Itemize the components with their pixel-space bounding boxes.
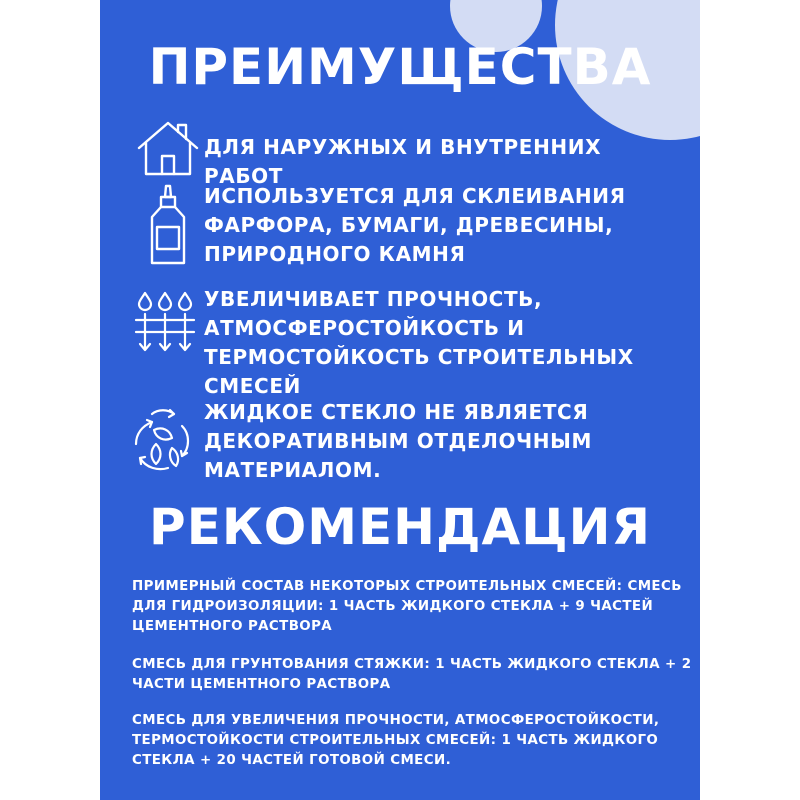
weather-resistance-icon bbox=[134, 290, 196, 354]
recommendation-title: РЕКОМЕНДАЦИЯ bbox=[149, 498, 651, 556]
eco-recycle-icon bbox=[132, 408, 194, 474]
poster-card bbox=[100, 0, 700, 800]
recommendation-paragraph-3: СМЕСЬ ДЛЯ УВЕЛИЧЕНИЯ ПРОЧНОСТИ, АТМОСФЕРОСТОЙКОСТИ, ТЕРМОСТОЙКОСТИ СТРОИТЕЛЬНЫХ СМЕСЕЙ: 1 ЧАСТЬ ЖИДКОГО СТЕКЛА + 20 ЧАСТЕЙ ГОТОВОЙ СМЕСИ. bbox=[132, 713, 660, 768]
house-icon bbox=[136, 120, 200, 178]
advantages-title: ПРЕИМУЩЕСТВА bbox=[148, 38, 652, 96]
feature-text-2: ИСПОЛЬЗУЕТСЯ ДЛЯ СКЛЕИВАНИЯ ФАРФОРА, БУМАГИ, ДРЕВЕСИНЫ, ПРИРОДНОГО КАМНЯ bbox=[204, 184, 626, 266]
glue-bottle-icon bbox=[148, 183, 188, 267]
feature-text-1: ДЛЯ НАРУЖНЫХ И ВНУТРЕННИХ РАБОТ bbox=[204, 135, 602, 188]
recommendation-paragraph-2: СМЕСЬ ДЛЯ ГРУНТОВАНИЯ СТЯЖКИ: 1 ЧАСТЬ ЖИДКОГО СТЕКЛА + 2 ЧАСТИ ЦЕМЕНТНОГО РАСТВОРА bbox=[132, 657, 692, 692]
recommendation-paragraph-1: ПРИМЕРНЫЙ СОСТАВ НЕКОТОРЫХ СТРОИТЕЛЬНЫХ СМЕСЕЙ: СМЕСЬ ДЛЯ ГИДРОИЗОЛЯЦИИ: 1 ЧАСТЬ ЖИДКОГО СТЕКЛА + 9 ЧАСТЕЙ ЦЕМЕНТНОГО РАСТВОРА bbox=[132, 579, 682, 634]
feature-text-4: ЖИДКОЕ СТЕКЛО НЕ ЯВЛЯЕТСЯ ДЕКОРАТИВНЫМ ОТДЕЛОЧНЫМ МАТЕРИАЛОМ. bbox=[204, 400, 592, 482]
feature-text-3: УВЕЛИЧИВАЕТ ПРОЧНОСТЬ, АТМОСФЕРОСТОЙКОСТЬ И ТЕРМОСТОЙКОСТЬ СТРОИТЕЛЬНЫХ СМЕСЕЙ bbox=[204, 287, 634, 398]
